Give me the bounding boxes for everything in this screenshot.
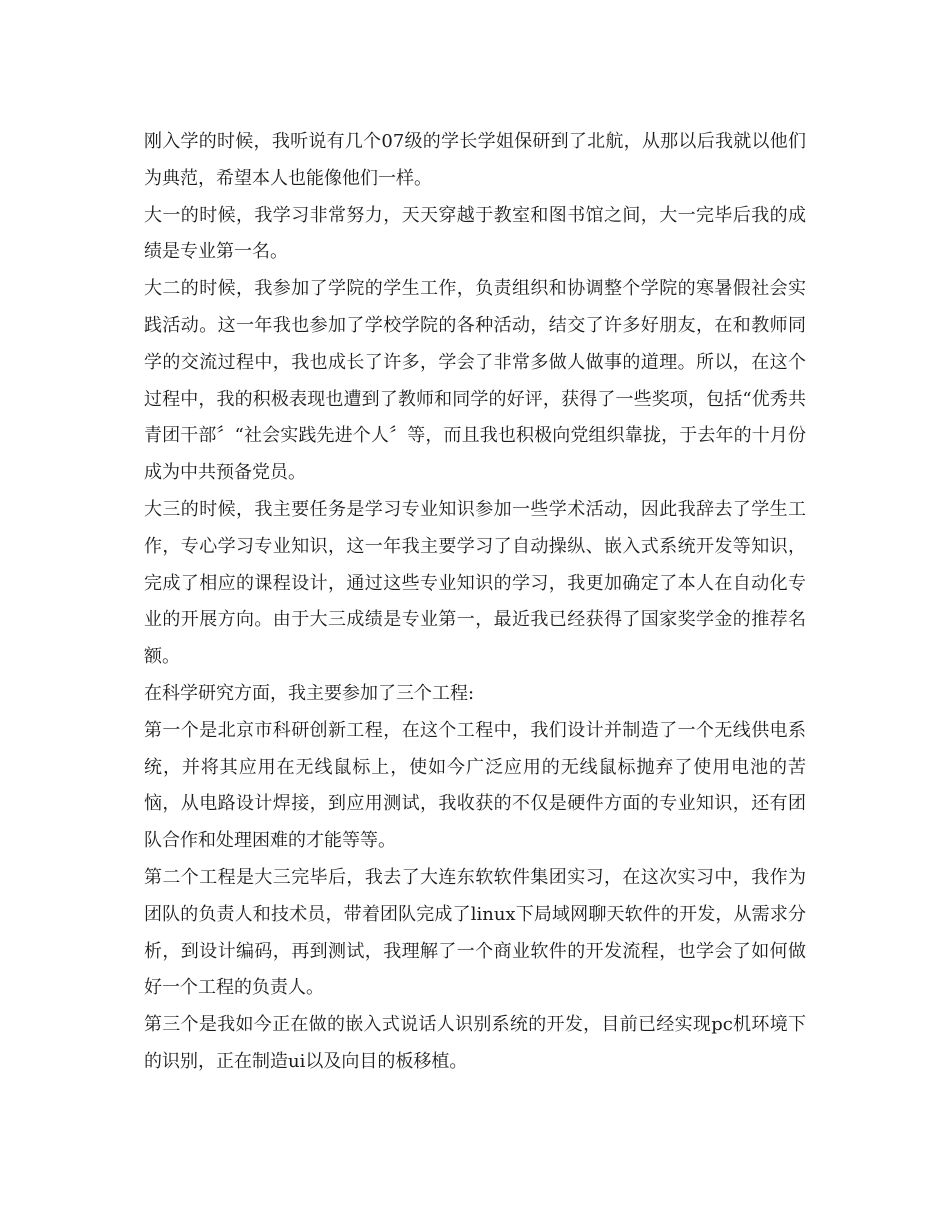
paragraph-second-year: 大二的时候，我参加了学院的学生工作，负责组织和协调整个学院的寒暑假社会实践活动。这一年我也参加了学校学院的各种活动，结交了许多好朋友，在和教师同学的交流过程中，我也成长了许多，学会了非常多做人做事的道理。所以，在这个过程中，我的积极表现也遭到了教师和同学的好评，获得了一些奖项，包括“优秀共青团干部〞“社会实践先进个人〞等，而且我也积极向党组织靠拢，于去年的十月份成为中共预备党员。 — [144, 278, 806, 484]
paragraph-research-intro: 在科学研究方面，我主要参加了三个工程: — [144, 682, 475, 704]
paragraph-first-year: 大一的时候，我学习非常努力，天天穿越于教室和图书馆之间，大一完毕后我的成绩是专业第一名。 — [144, 204, 806, 263]
paragraph-freshman-intro: 刚入学的时候，我听说有几个07级的学长学姐保研到了北航，从那以后我就以他们为典范，希望本人也能像他们一样。 — [144, 131, 806, 189]
paragraph-project-three: 第三个是我如今正在做的嵌入式说话人识别系统的开发，目前已经实现pc机环境下的识别，正在制造ui以及向目的板移植。 — [144, 1014, 806, 1072]
paragraph-project-two: 第二个工程是大三完毕后，我去了大连东软软件集团实习，在这次实习中，我作为团队的负责人和技术员，带着团队完成了linux下局域网聊天软件的开发，从需求分析，到设计编码，再到测试，我理解了一个商业软件的开发流程，也学会了如何做好一个工程的负责人。 — [144, 866, 806, 999]
paragraph-third-year: 大三的时候，我主要任务是学习专业知识参加一些学术活动，因此我辞去了学生工作，专心学习专业知识，这一年我主要学习了自动操纵、嵌入式系统开发等知识，完成了相应的课程设计，通过这些专业知识的学习，我更加确定了本人在自动化专业的开展方向。由于大三成绩是专业第一，最近我已经获得了国家奖学金的推荐名额。 — [144, 498, 806, 668]
paragraph-project-one: 第一个是北京市科研创新工程，在这个工程中，我们设计并制造了一个无线供电系统，并将其应用在无线鼠标上，使如今广泛应用的无线鼠标抛弃了使用电池的苦恼，从电路设计焊接，到应用测试，我收获的不仅是硬件方面的专业知识，还有团队合作和处理困难的才能等等。 — [144, 719, 806, 852]
document-body — [144, 124, 806, 1081]
